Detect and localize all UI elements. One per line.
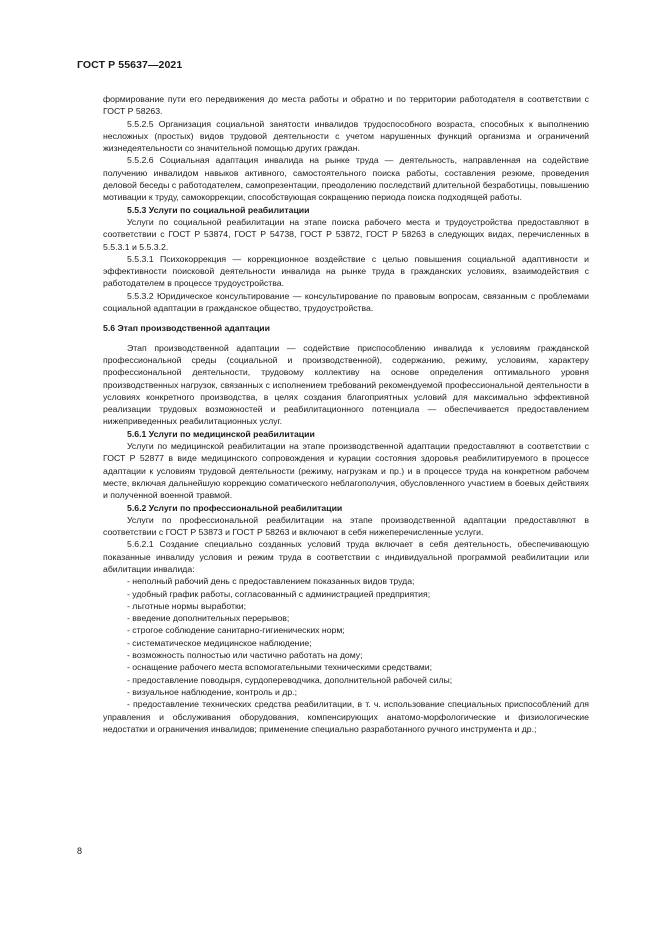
paragraph-5-5-2-5: 5.5.2.5 Организация социальной занятости инвалидов трудоспособного возраста, способных к выполнению несложных (простых) видов трудовой деятельности с учетом нарушенных функций организма и ограничений жизнедеятельности со значительной помощью других граждан. <box>103 118 589 154</box>
list-item: - льготные нормы выработки; <box>127 600 247 611</box>
list-item: - удобный график работы, согласованный с администрацией предприятия; <box>127 588 431 599</box>
paragraph: формирование пути его передвижения до места работы и обратно и по территории работодателя в соответствии с ГОСТ Р 58263. <box>103 94 589 117</box>
paragraph-5-5-2-6: 5.5.2.6 Социальная адаптация инвалида на рынке труда — деятельность, направленная на содействие получению инвалидом навыков активного, самостоятельного поиска работы, составления резюме, проведения деловой беседы с работодателем, самопрезентации, преодолению последствий длительной безработицы, повышению мотивации к труду, самокоррекции, способствующая сокращению периода поиска подходящей работы. <box>103 155 589 203</box>
list-item: - строгое соблюдение санитарно-гигиенических норм; <box>127 625 345 636</box>
conditions-list <box>103 575 589 735</box>
list-item: - возможность полностью или частично работать на дому; <box>127 650 363 661</box>
document-body <box>103 93 589 735</box>
heading-5-6: 5.6 Этап производственной адаптации <box>103 323 270 334</box>
page-number: 8 <box>77 846 83 856</box>
heading-5-5-3: 5.5.3 Услуги по социальной реабилитации <box>127 204 310 215</box>
list-item: - предоставление поводыря, сурдопереводчика, дополнительной рабочей силы; <box>127 674 453 685</box>
document-code-header: ГОСТ Р 55637—2021 <box>77 59 183 71</box>
paragraph-5-6-2-1: 5.6.2.1 Создание специально созданных условий труда включает в себя деятельность, обеспечивающую показанные инвалиду условия и режим труда в соответствии с индивидуальной программой реабилитации или абилитации инвалида: <box>103 539 589 574</box>
paragraph: Услуги по медицинской реабилитации на этапе производственной адаптации предоставляют в соответствии с ГОСТ Р 52877 в виде медицинского сопровождения и курации состояния здоровья реабилитируемого в процессе адаптации к условиям трудовой деятельности (режиму, нагрузкам и пр.) и в процессе труда на конкретном рабочем месте, включая дальнейшую коррекцию соматического неблагополучия, обусловленного участием в боевых действиях и полученной военной травмой. <box>103 441 589 501</box>
list-item: - систематическое медицинское наблюдение; <box>127 637 312 648</box>
list-item: - неполный рабочий день с предоставлением показанных видов труда; <box>127 576 415 587</box>
paragraph-5-5-3-1: 5.5.3.1 Психокоррекция — коррекционное воздействие с целью повышения социальной адаптивности и эффективности поисковой деятельности инвалида на рынке труда в гражданских условиях, взаимодействия с работодателем в процессе трудоустройства. <box>103 253 589 289</box>
list-item: - визуальное наблюдение, контроль и др.; <box>127 686 298 697</box>
paragraph: Услуги по социальной реабилитации на этапе поиска рабочего места и трудоустройства предоставляют в соответствии с ГОСТ Р 53874, ГОСТ Р 54738, ГОСТ Р 53872, ГОСТ Р 58263 в следующих видах, перечисленных в 5.5.3.1 и 5.5.3.2. <box>103 216 589 252</box>
list-item: - оснащение рабочего места вспомогательными техническими средствами; <box>127 662 433 673</box>
paragraph-5-5-3-2: 5.5.3.2 Юридическое консультирование — консультирование по правовым вопросам, связанным с проблемами социальной адаптации в гражданское общество, трудоустройства. <box>103 290 589 314</box>
paragraph: Этап производственной адаптации — содействие приспособлению инвалида к условиям гражданской профессиональной среды (социальной и производственной), содержанию, режиму, условиям, характеру профессиональной деятельности, трудовому коллективу на основе определения оптимального уровня производственных нагрузок, связанных с исполнением требований рекомендуемой профессиональной деятельности в условиях конкретного производства, в целях создания благоприятных условий для максимально эффективной реализации трудовых возможностей и реабилитационного потенциала — обеспечивается предоставлением нижеприведенных реабилитационных услуг. <box>103 342 589 427</box>
paragraph: Услуги по профессиональной реабилитации на этапе производственной адаптации предоставляют в соответствии с ГОСТ Р 53873 и ГОСТ Р 58263 и включают в себя нижеперечисленные услуги. <box>103 514 589 538</box>
list-item: - введение дополнительных перерывов; <box>127 613 290 624</box>
list-item: - предоставление технических средства реабилитации, в т. ч. использование специальных приспособлений для управления и обслуживания оборудования, компенсирующих анатомо-морфологические и физиологические недостатки и ограничения инвалидов; применение специально разработанного ручного инструмента и др.; <box>103 699 589 734</box>
heading-5-6-1: 5.6.1 Услуги по медицинской реабилитации <box>127 428 315 439</box>
heading-5-6-2: 5.6.2 Услуги по профессиональной реабилитации <box>127 502 343 513</box>
